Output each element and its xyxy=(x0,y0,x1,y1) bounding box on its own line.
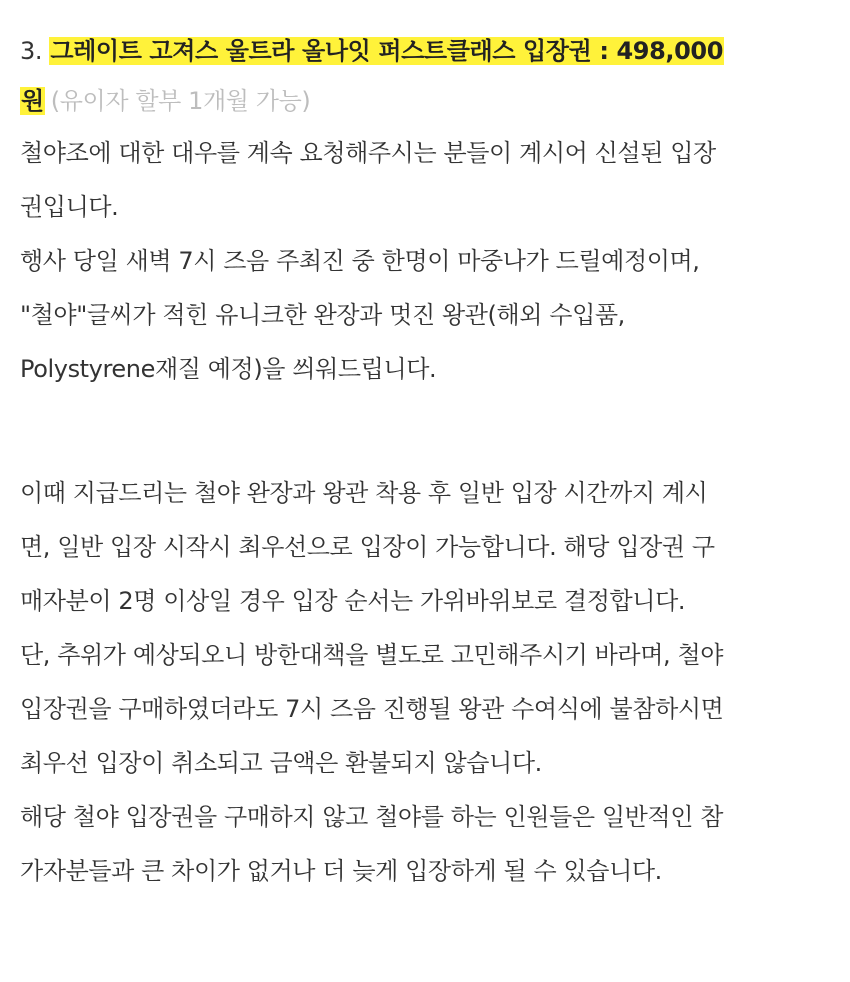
paragraph-line: 입장권을 구매하였더라도 7시 즈음 진행될 왕관 수여식에 불참하시면 xyxy=(20,695,724,723)
heading-number: 3. xyxy=(20,37,43,65)
heading-title-highlight: 그레이트 고져스 울트라 올나잇 퍼스트클래스 입장권 : 498,000 xyxy=(50,37,723,65)
paragraph-spacer xyxy=(20,396,828,450)
paragraph-line: 해당 철야 입장권을 구매하지 않고 철야를 하는 인원들은 일반적인 참 xyxy=(20,803,724,831)
paragraph-line: 행사 당일 새벽 7시 즈음 주최진 중 한명이 마중나가 드릴예정이며, xyxy=(20,247,700,275)
paragraph-line: Polystyrene재질 예정)을 씌워드립니다. xyxy=(20,355,437,383)
paragraph-line: 철야조에 대한 대우를 계속 요청해주시는 분들이 계시어 신설된 입장 xyxy=(20,139,716,167)
heading-line-2 xyxy=(20,76,828,126)
paragraph-line: 권입니다. xyxy=(20,193,119,221)
heading-title-highlight-cont: 원 xyxy=(21,87,44,115)
installment-note: (유이자 할부 1개월 가능) xyxy=(50,87,311,115)
paragraph-line: 매자분이 2명 이상일 경우 입장 순서는 가위바위보로 결정합니다. xyxy=(20,587,686,615)
paragraph-line: "철야"글씨가 적힌 유니크한 완장과 멋진 왕관(해외 수입품, xyxy=(20,301,625,329)
paragraph-line: 최우선 입장이 취소되고 금액은 환불되지 않습니다. xyxy=(20,749,542,777)
paragraph-line: 면, 일반 입장 시작시 최우선으로 입장이 가능합니다. 해당 입장권 구 xyxy=(20,533,715,561)
paragraph-spacer xyxy=(20,450,828,466)
paragraph-line: 가자분들과 큰 차이가 없거나 더 늦게 입장하게 될 수 있습니다. xyxy=(20,857,662,885)
heading-line-1 xyxy=(20,26,828,76)
paragraph-line: 이때 지급드리는 철야 완장과 왕관 착용 후 일반 입장 시간까지 계시 xyxy=(20,479,708,507)
paragraph-line: 단, 추위가 예상되오니 방한대책을 별도로 고민해주시기 바라며, 철야 xyxy=(20,641,724,669)
